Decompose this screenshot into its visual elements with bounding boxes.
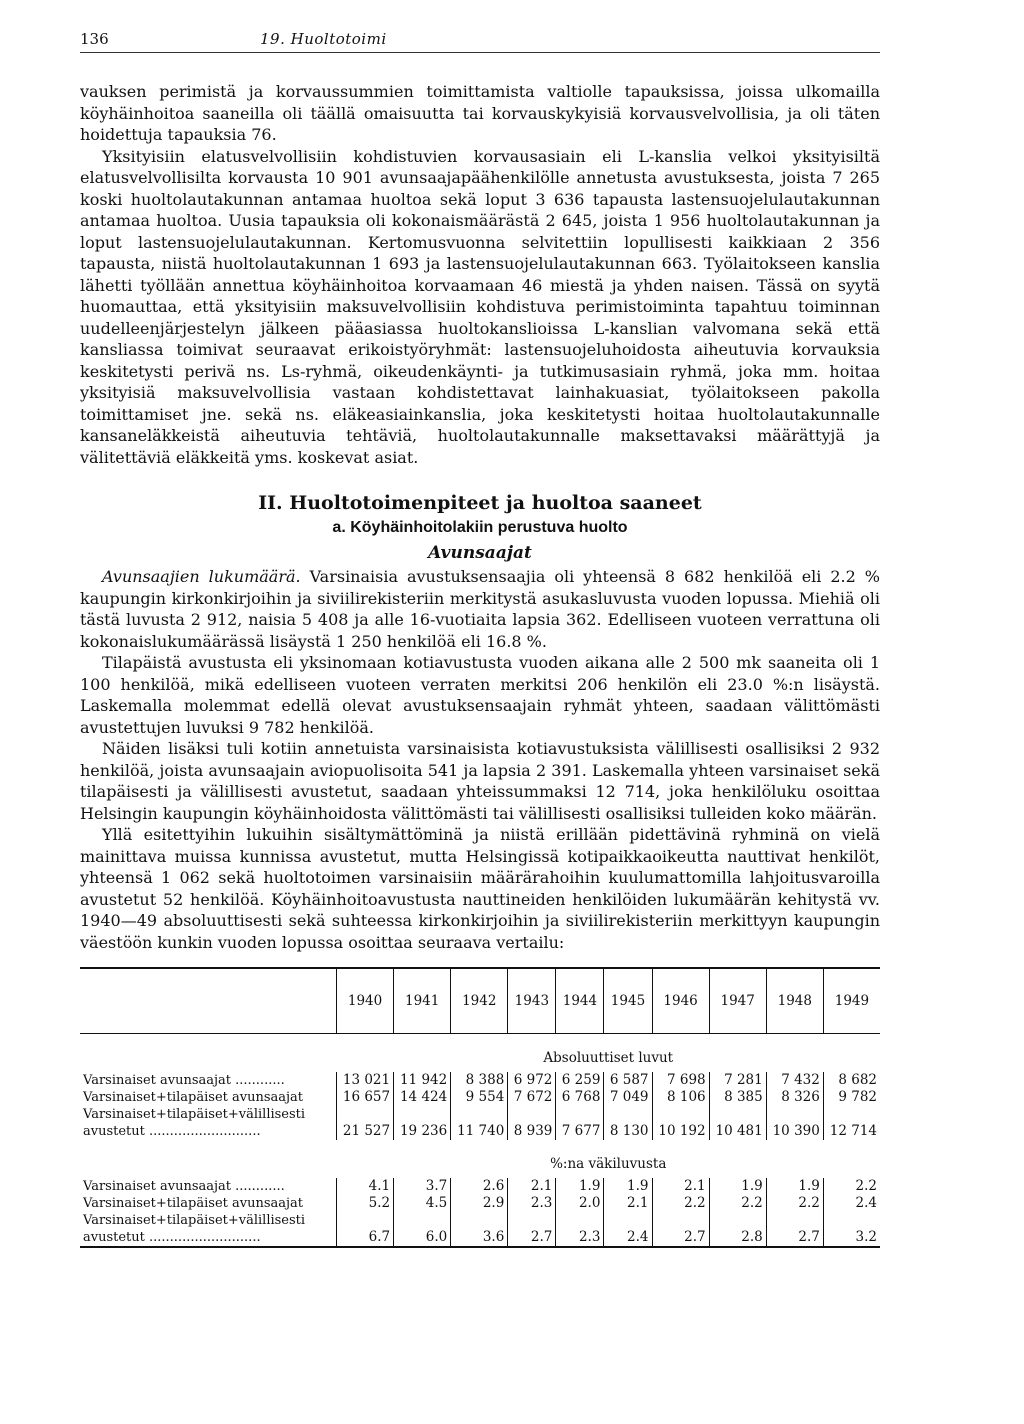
table-cell: 4.1 [337, 1178, 394, 1195]
paragraph: Yksityisiin elatusvelvollisiin kohdistuvien korvausasiain eli L-kanslia velkoi yksityisiltä elatusvelvollisilta korvausta 10 901 avunsaajapäähenkilölle annetusta avustuksesta, joista 7 265 koski huoltolautakunnan antamaa huoltoa sekä loput 3 636 tapausta lastensuojelulautakunnan antamaa huoltoa. Uusia tapauksia oli kokonaismäärästä 2 645, joista 1 956 huoltolautakunnan ja loput lastensuojelulautakunnan. Kertomusvuonna selvitettiin lopullisesti kaikkiaan 2 356 tapausta, niistä huoltolautakunnan 1 693 ja lastensuojelulautakunnan 663. Työlaitokseen kanslia lähetti työllään annettua köyhäinhoitoa korvaamaan 46 miestä ja yhden naisen. Tässä on syytä huomauttaa, että yksityisiin maksuvelvollisiin kohdistuva perimistoiminta tapahtuu toiminnan uudelleenjärjestelyn jälkeen pääasiassa huoltokanslioissa L-kanslian valvomana sekä että kansliassa toimivat seuraavat erikoistyöryhmät: lastensuojeluhoidosta aiheutuvia korvauksia keskitetysti perivä ns. Ls-ryhmä, oikeudenkäynti- ja tutkimusasiain ryhmä, joka mm. hoitaa yksityisiä maksuvelvollisia vastaan kohdistettavat lainhakuasiat, työlaitokseen pakolla toimittamiset jne. sekä ns. eläkeasiainkanslia, joka keskitetysti hoitaa huoltolautakunnalle kansaneläkkeistä aiheutuvia tehtäviä, huoltolautakunnalle maksettavaksi määrättyjä ja välitettäviä eläkkeitä yms. koskevat asiat. [80, 146, 880, 467]
table-cell: 6 972 [508, 1072, 556, 1089]
table-cell [80, 1140, 337, 1178]
table-cell: 6 587 [604, 1072, 652, 1089]
table-cell: 8 682 [823, 1072, 880, 1089]
table-cell: 6 768 [556, 1089, 604, 1106]
year-header: 1943 [508, 968, 556, 1034]
table-cell: 1.9 [604, 1178, 652, 1195]
table-cell [652, 1212, 709, 1229]
table-cell: 7 698 [652, 1072, 709, 1089]
section-title: II. Huoltotoimenpiteet ja huoltoa saaneet [258, 492, 702, 514]
table-cell: 11 942 [394, 1072, 451, 1089]
table-cell [80, 1034, 337, 1073]
subsubsection-title: Avunsaajat [428, 543, 532, 563]
table-cell: 2.1 [604, 1195, 652, 1212]
table-cell: 2.6 [451, 1178, 508, 1195]
subsection-title: a. Köyhäinhoitolakiin perustuva huolto [332, 519, 628, 536]
table-cell: 11 740 [451, 1123, 508, 1140]
table-cell: 13 021 [337, 1072, 394, 1089]
document-page [80, 30, 880, 1248]
section-headings [80, 490, 880, 566]
year-header: 1945 [604, 968, 652, 1034]
table-cell: 14 424 [394, 1089, 451, 1106]
table-cell: 8 939 [508, 1123, 556, 1140]
paragraph [80, 566, 880, 652]
table-cell [652, 1106, 709, 1123]
table-cell: 2.1 [508, 1178, 556, 1195]
table-cell: 7 049 [604, 1089, 652, 1106]
table-cell: 9 554 [451, 1089, 508, 1106]
table-cell: 2.2 [709, 1195, 766, 1212]
statistics-table [80, 967, 880, 1248]
table-row [80, 1229, 880, 1247]
table-cell [823, 1106, 880, 1123]
table-cell [604, 1106, 652, 1123]
table-corner [80, 968, 337, 1034]
paragraph: Yllä esitettyihin lukuihin sisältymättöminä ja niistä erillään pidettävinä ryhminä on vielä mainittava muissa kunnissa avustetut, mutta Helsingissä kotipaikkaoikeutta nauttivat henkilöt, yhteensä 1 062 sekä huoltotoimen varsinaisiin määrärahoihin kuulumattomilla lahjoitusvaroilla avustetut 52 henkilöä. Köyhäinhoitoavustusta nauttineiden henkilöiden lukumäärän kehitystä vv. 1940—49 absoluuttisesti sekä suhteessa kirkonkirjoihin ja siviilirekisteriin merkittyyn kaupungin väestöön kunkin vuoden lopussa osoittaa seuraava vertailu: [80, 825, 880, 952]
table-row [80, 1106, 880, 1123]
table-cell: 2.8 [709, 1229, 766, 1247]
table-cell: 2.4 [604, 1229, 652, 1247]
table-row [80, 1212, 880, 1229]
table-cell: 4.5 [394, 1195, 451, 1212]
table-cell: 2.2 [652, 1195, 709, 1212]
table-row [80, 1089, 880, 1106]
table-cell: 10 390 [766, 1123, 823, 1140]
table-cell: 3.6 [451, 1229, 508, 1247]
table-cell [709, 1106, 766, 1123]
table-cell: 1.9 [556, 1178, 604, 1195]
table-cell: 10 481 [709, 1123, 766, 1140]
table-cell: 12 714 [823, 1123, 880, 1140]
table-cell: 16 657 [337, 1089, 394, 1106]
table-cell: 2.3 [556, 1229, 604, 1247]
table-cell: 2.2 [823, 1178, 880, 1195]
table-cell: 2.1 [652, 1178, 709, 1195]
page-number: 136 [80, 30, 109, 48]
table-cell: 21 527 [337, 1123, 394, 1140]
table-group-label: %:na väkiluvusta [550, 1156, 667, 1172]
table-cell: 3.2 [823, 1229, 880, 1247]
year-header: 1946 [652, 968, 709, 1034]
table-cell: 1.9 [766, 1178, 823, 1195]
page-header [80, 30, 880, 53]
table-cell: 2.0 [556, 1195, 604, 1212]
table-cell [556, 1212, 604, 1229]
paragraph: Tilapäistä avustusta eli yksinomaan kotiavustusta vuoden aikana alle 2 500 mk saaneita oli 1 100 henkilöä, mikä edelliseen vuoteen verraten merkitsi 206 henkilön eli 23.0 %:n lisäystä. Laskemalla molemmat edellä olevat avustuksensaajain ryhmät yhteen, saadaan välittömästi avustettujen luvuksi 9 782 henkilöä. [80, 653, 880, 737]
table-cell: 8 388 [451, 1072, 508, 1089]
table-cell: 8 130 [604, 1123, 652, 1140]
table-cell: 9 782 [823, 1089, 880, 1106]
table-cell: 5.2 [337, 1195, 394, 1212]
paragraph: vauksen perimistä ja korvaussummien toimittamista valtiolle tapauksissa, joissa ulkomailla köyhäinhoitoa saaneilla oli täällä omaisuutta tai korvauskykyisiä korvausvelvollisia, ja oli täten hoidettuja tapauksia 76. [80, 82, 880, 144]
paragraph: Näiden lisäksi tuli kotiin annetuista varsinaisista kotiavustuksista välillisesti osallisiksi 2 932 henkilöä, joista avunsaajain aviopuolisoita 541 ja lapsia 2 391. Laskemalla yhteen varsinaiset sekä tilapäisesti ja välillisesti avustetut, saadaan yhteissummaksi 12 714, joka henkilöluku osoittaa Helsingin kaupungin köyhäinhoidosta välittömästi tai välillisesti osallisiksi tulleiden koko määrän. [80, 739, 880, 823]
table-cell [508, 1212, 556, 1229]
year-header: 1947 [709, 968, 766, 1034]
table-cell: 19 236 [394, 1123, 451, 1140]
year-header: 1942 [451, 968, 508, 1034]
table-cell: 2.7 [766, 1229, 823, 1247]
table-cell: 2.7 [652, 1229, 709, 1247]
table-cell [451, 1212, 508, 1229]
table-cell: 3.7 [394, 1178, 451, 1195]
table-cell [337, 1106, 394, 1123]
row-label: avustetut ........................... [83, 1230, 261, 1245]
table-cell: 1.9 [709, 1178, 766, 1195]
table-cell [709, 1212, 766, 1229]
table-cell: 10 192 [652, 1123, 709, 1140]
table-cell: 8 106 [652, 1089, 709, 1106]
table-row [80, 1195, 880, 1212]
table-cell: 2.3 [508, 1195, 556, 1212]
table-cell [766, 1106, 823, 1123]
table-cell: 2.4 [823, 1195, 880, 1212]
row-label: Varsinaiset avunsaajat ............ [83, 1073, 285, 1088]
table-cell [556, 1106, 604, 1123]
table-group-label: Absoluuttiset luvut [543, 1050, 674, 1066]
table-group-row [80, 1034, 880, 1073]
table-cell: 2.2 [766, 1195, 823, 1212]
table-cell [604, 1212, 652, 1229]
table-cell [508, 1106, 556, 1123]
table-cell [394, 1106, 451, 1123]
row-label: Varsinaiset+tilapäiset+välillisesti [83, 1107, 306, 1122]
table-cell [394, 1212, 451, 1229]
table-cell [337, 1212, 394, 1229]
year-header: 1941 [394, 968, 451, 1034]
table-row [80, 1178, 880, 1195]
table-cell: 2.9 [451, 1195, 508, 1212]
row-label: Varsinaiset+tilapäiset avunsaajat [83, 1090, 304, 1105]
table-cell: 6.7 [337, 1229, 394, 1247]
year-header: 1948 [766, 968, 823, 1034]
year-header: 1940 [337, 968, 394, 1034]
table-group-row [80, 1140, 880, 1178]
runin-heading: Avunsaajien lukumäärä. [102, 567, 301, 586]
table-cell [451, 1106, 508, 1123]
row-label: Varsinaiset+tilapäiset avunsaajat [83, 1196, 304, 1211]
table-header-row [80, 968, 880, 1034]
row-label: Varsinaiset avunsaajat ............ [83, 1179, 285, 1194]
table-cell: 7 672 [508, 1089, 556, 1106]
table-row [80, 1072, 880, 1089]
table-cell: 7 432 [766, 1072, 823, 1089]
running-title: 19. Huoltotoimi [260, 30, 387, 48]
row-label: Varsinaiset+tilapäiset+välillisesti [83, 1213, 306, 1228]
paragraph-text: Varsinaisia avustuksensaajia oli yhteensä 8 682 henkilöä eli 2.2 % kaupungin kirkonkirjoihin ja siviilirekisteriin merkitystä asukasluvusta vuoden lopussa. Miehiä oli tästä luvusta 2 912, naisia 5 408 ja alle 16-vuotiaita lapsia 362. Edelliseen vuoteen verrattuna oli kokonaislukumäärässä lisäystä 1 250 henkilöä eli 16.8 %. [80, 567, 880, 651]
table-cell: 7 281 [709, 1072, 766, 1089]
table-cell [766, 1212, 823, 1229]
year-header: 1944 [556, 968, 604, 1034]
table-cell: 6 259 [556, 1072, 604, 1089]
year-header: 1949 [823, 968, 880, 1034]
table-cell: 6.0 [394, 1229, 451, 1247]
table-cell: 8 385 [709, 1089, 766, 1106]
table-cell: 2.7 [508, 1229, 556, 1247]
table-cell: 7 677 [556, 1123, 604, 1140]
table-cell [823, 1212, 880, 1229]
table-cell: 8 326 [766, 1089, 823, 1106]
row-label: avustetut ........................... [83, 1124, 261, 1139]
table-row [80, 1123, 880, 1140]
